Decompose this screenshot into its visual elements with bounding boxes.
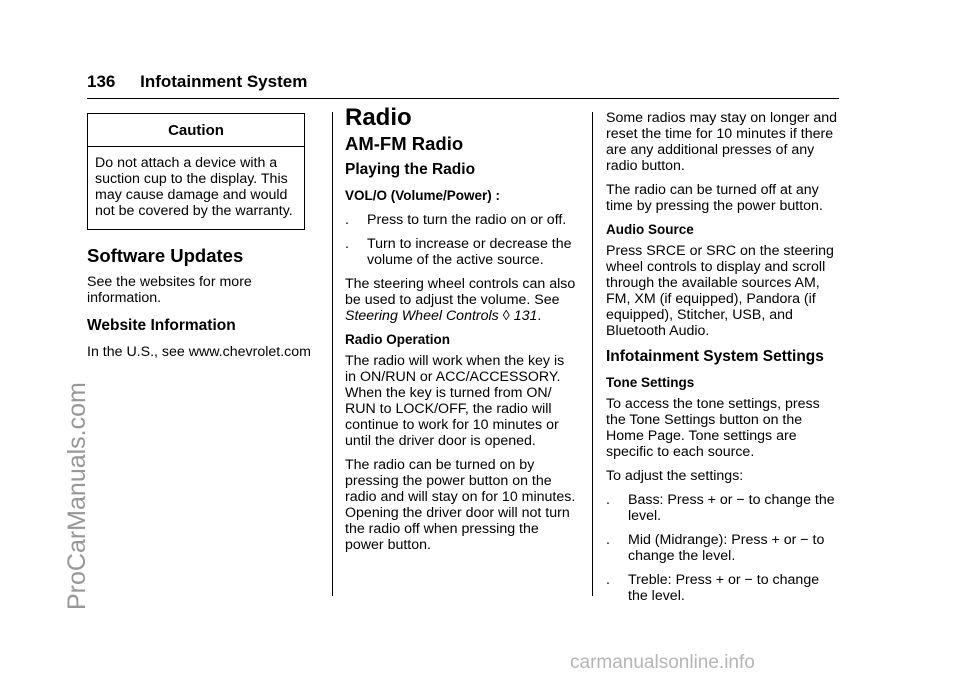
tone-settings-heading: Tone Settings [606,375,695,390]
steering-ref-link[interactable]: Steering Wheel Controls [345,308,499,324]
side-watermark: ProCarManuals.com [63,382,91,610]
caution-box [87,113,305,230]
audio-source-heading: Audio Source [606,222,694,237]
software-updates-text: See the websites for more information. [87,274,252,306]
list-item: . Press to turn the radio on or off. [345,212,567,228]
column-1 [87,113,317,368]
software-updates-heading: Software Updates [87,245,244,266]
radio-heading: Radio [345,104,412,131]
radio-operation-p1: The radio will work when the key is in ON/RUN or ACC/ACCESSORY. When the key is turned from ON/ RUN to LOCK/OFF, the radio will continue to work for 10 minutes or until the driver door is opened. [345,353,565,449]
radio-longer-text: Some radios may stay on longer and reset the time for 10 minutes if there are any additional presses of any radio button. [606,110,838,174]
column-2 [345,104,579,561]
column-3 [606,110,842,612]
radio-operation-heading: Radio Operation [345,332,451,347]
amfm-heading: AM-FM Radio [345,133,464,154]
column-divider-1 [332,112,333,596]
website-info-text: In the U.S., see www.chevrolet.com [87,344,311,360]
power-icon: O [376,188,388,203]
list-item: . Mid (Midrange): Press + or − to change the level. [606,532,825,564]
radio-operation-p2: The radio can be turned on by pressing the power button on the radio and will stay on for 10 minutes. Opening the driver door will not turn the radio off when pressing the power button. [345,457,576,553]
website-info-heading: Website Information [87,317,236,334]
page-number: 136 [87,72,116,91]
list-item: . Bass: Press + or − to change the level. [606,492,835,524]
page-header [87,72,307,92]
caution-title: Caution [88,114,304,147]
list-item: . Treble: Press + or − to change the level. [606,572,820,604]
caution-body: Do not attach a device with a suction cup to the display. This may cause damage and would not be covered by the warranty. [95,155,293,219]
footer-watermark: carmanualsonline.info [570,652,755,673]
list-item: . Turn to increase or decrease the volume of the active source. [345,236,572,268]
page-ref-icon: ◊ [502,308,510,324]
steering-text: The steering wheel controls can also be used to adjust the volume. See Steering Wheel Controls ◊ 131. [345,276,576,324]
column-divider-2 [592,112,593,596]
playing-radio-heading: Playing the Radio [345,161,476,178]
page-title: Infotainment System [140,72,308,91]
adjust-settings-text: To adjust the settings: [606,468,744,484]
audio-source-text: Press SRCE or SRC on the steering wheel controls to display and scroll through the available sources AM, FM, XM (if equipped), Pandora (if equipped), Stitcher, USB, and Bluetooth Audio. [606,243,834,339]
settings-heading: Infotainment System Settings [606,348,824,365]
vol-power-label: VOL/O (Volume/Power) : [345,188,501,203]
steering-ref-page[interactable]: 131 [513,308,538,324]
radio-off-text: The radio can be turned off at any time by pressing the power button. [606,182,823,214]
header-rule [87,98,839,99]
tone-settings-text: To access the tone settings, press the Tone Settings button on the Home Page. Tone settings are specific to each source. [606,396,820,460]
